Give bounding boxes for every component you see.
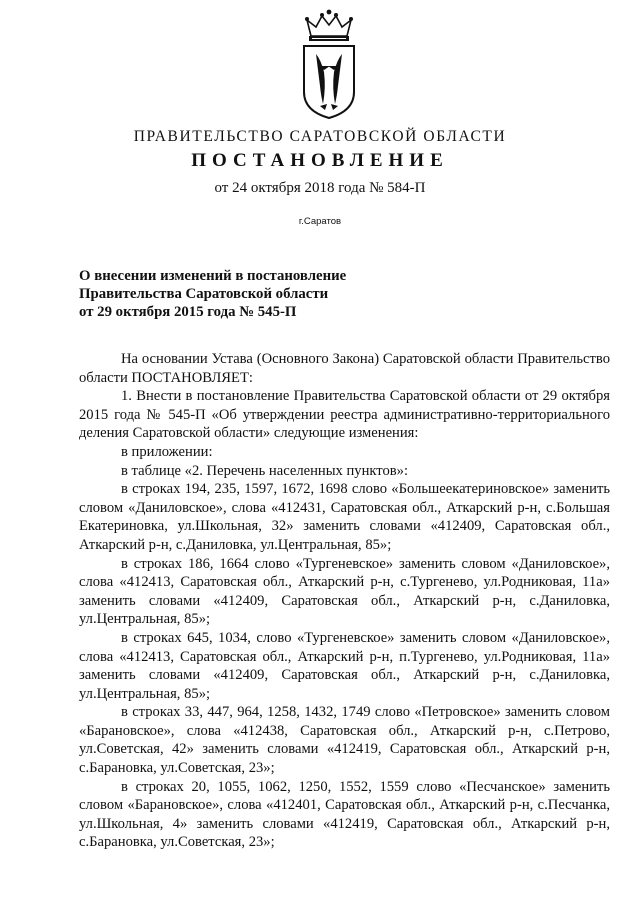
paragraph-preamble: На основании Устава (Основного Закона) Саратовской области Правительство области ПОСТАНОВЛЯЕТ: <box>79 351 610 386</box>
document-date-number: от 24 октября 2018 года № 584-П <box>214 180 426 196</box>
document-subject <box>79 267 346 321</box>
paragraph-table: в таблице «2. Перечень населенных пунктов»: <box>121 462 409 479</box>
paragraph-change: в строках 645, 1034, слово «Тургеневское» заменить словом «Даниловское», слова «412413, Саратовская обл., Аткарский р-н, п.Тургенево, ул.Родниковая, 11а» заменить словами «412409, Саратовская обл., Аткарский р-н, с.Даниловка, ул.Центральная, 85»; <box>79 629 610 702</box>
paragraph-change: в строках 33, 447, 964, 1258, 1432, 1749 слово «Петровское» заменить словом «Барановское», слова «412438, Саратовская обл., Аткарский р-н, с.Петрово, ул.Советская, 42» заменить словами «412419, Саратовская обл., Аткарский р-н, с.Барановка, ул.Советская, 23»; <box>79 704 610 777</box>
document-city: г.Саратов <box>298 216 342 227</box>
paragraph-change: в строках 194, 235, 1597, 1672, 1698 слово «Большеекатериновское» заменить словом «Даниловское», слова «412431, Саратовская обл., Аткарский р-н, с.Большая Екатериновка, ул.Школьная, 32» заменить словами «412409, Саратовская обл., Аткарский р-н, с.Даниловка, ул.Центральная, 85»; <box>79 481 610 553</box>
document-type: ПОСТАНОВЛЕНИЕ <box>191 150 449 171</box>
document-body <box>79 350 610 852</box>
government-name: ПРАВИТЕЛЬСТВО САРАТОВСКОЙ ОБЛАСТИ <box>133 128 507 145</box>
paragraph-change: в строках 20, 1055, 1062, 1250, 1552, 1559 слово «Песчанское» заменить словом «Барановское», слова «412401, Саратовская обл., Аткарский р-н, с.Песчанка, ул.Школьная, 4» заменить словами «412419, Саратовская обл., Аткарский р-н, с.Барановка, ул.Советская, 23»; <box>79 778 610 851</box>
paragraph-change: в строках 186, 1664 слово «Тургеневское» заменить словом «Даниловское», слова «412413, Саратовская обл., Аткарский р-н, с.Тургенево, ул.Родниковая, 11а» заменить словами «412409, Саратовская обл., Аткарский р-н, с.Даниловка, ул.Центральная, 85»; <box>79 555 610 628</box>
paragraph-appendix: в приложении: <box>121 443 213 460</box>
subject-line: от 29 октября 2015 года № 545-П <box>79 304 297 320</box>
subject-line: О внесении изменений в постановление <box>79 268 347 284</box>
paragraph-item-1: 1. Внести в постановление Правительства Саратовской области от 29 октября 2015 года № 545-П «Об утверждении реестра административно-территориального деления Саратовской области» следующие изменения: <box>79 388 610 442</box>
subject-line: Правительства Саратовской области <box>79 286 329 302</box>
coat-of-arms-icon <box>294 8 364 123</box>
